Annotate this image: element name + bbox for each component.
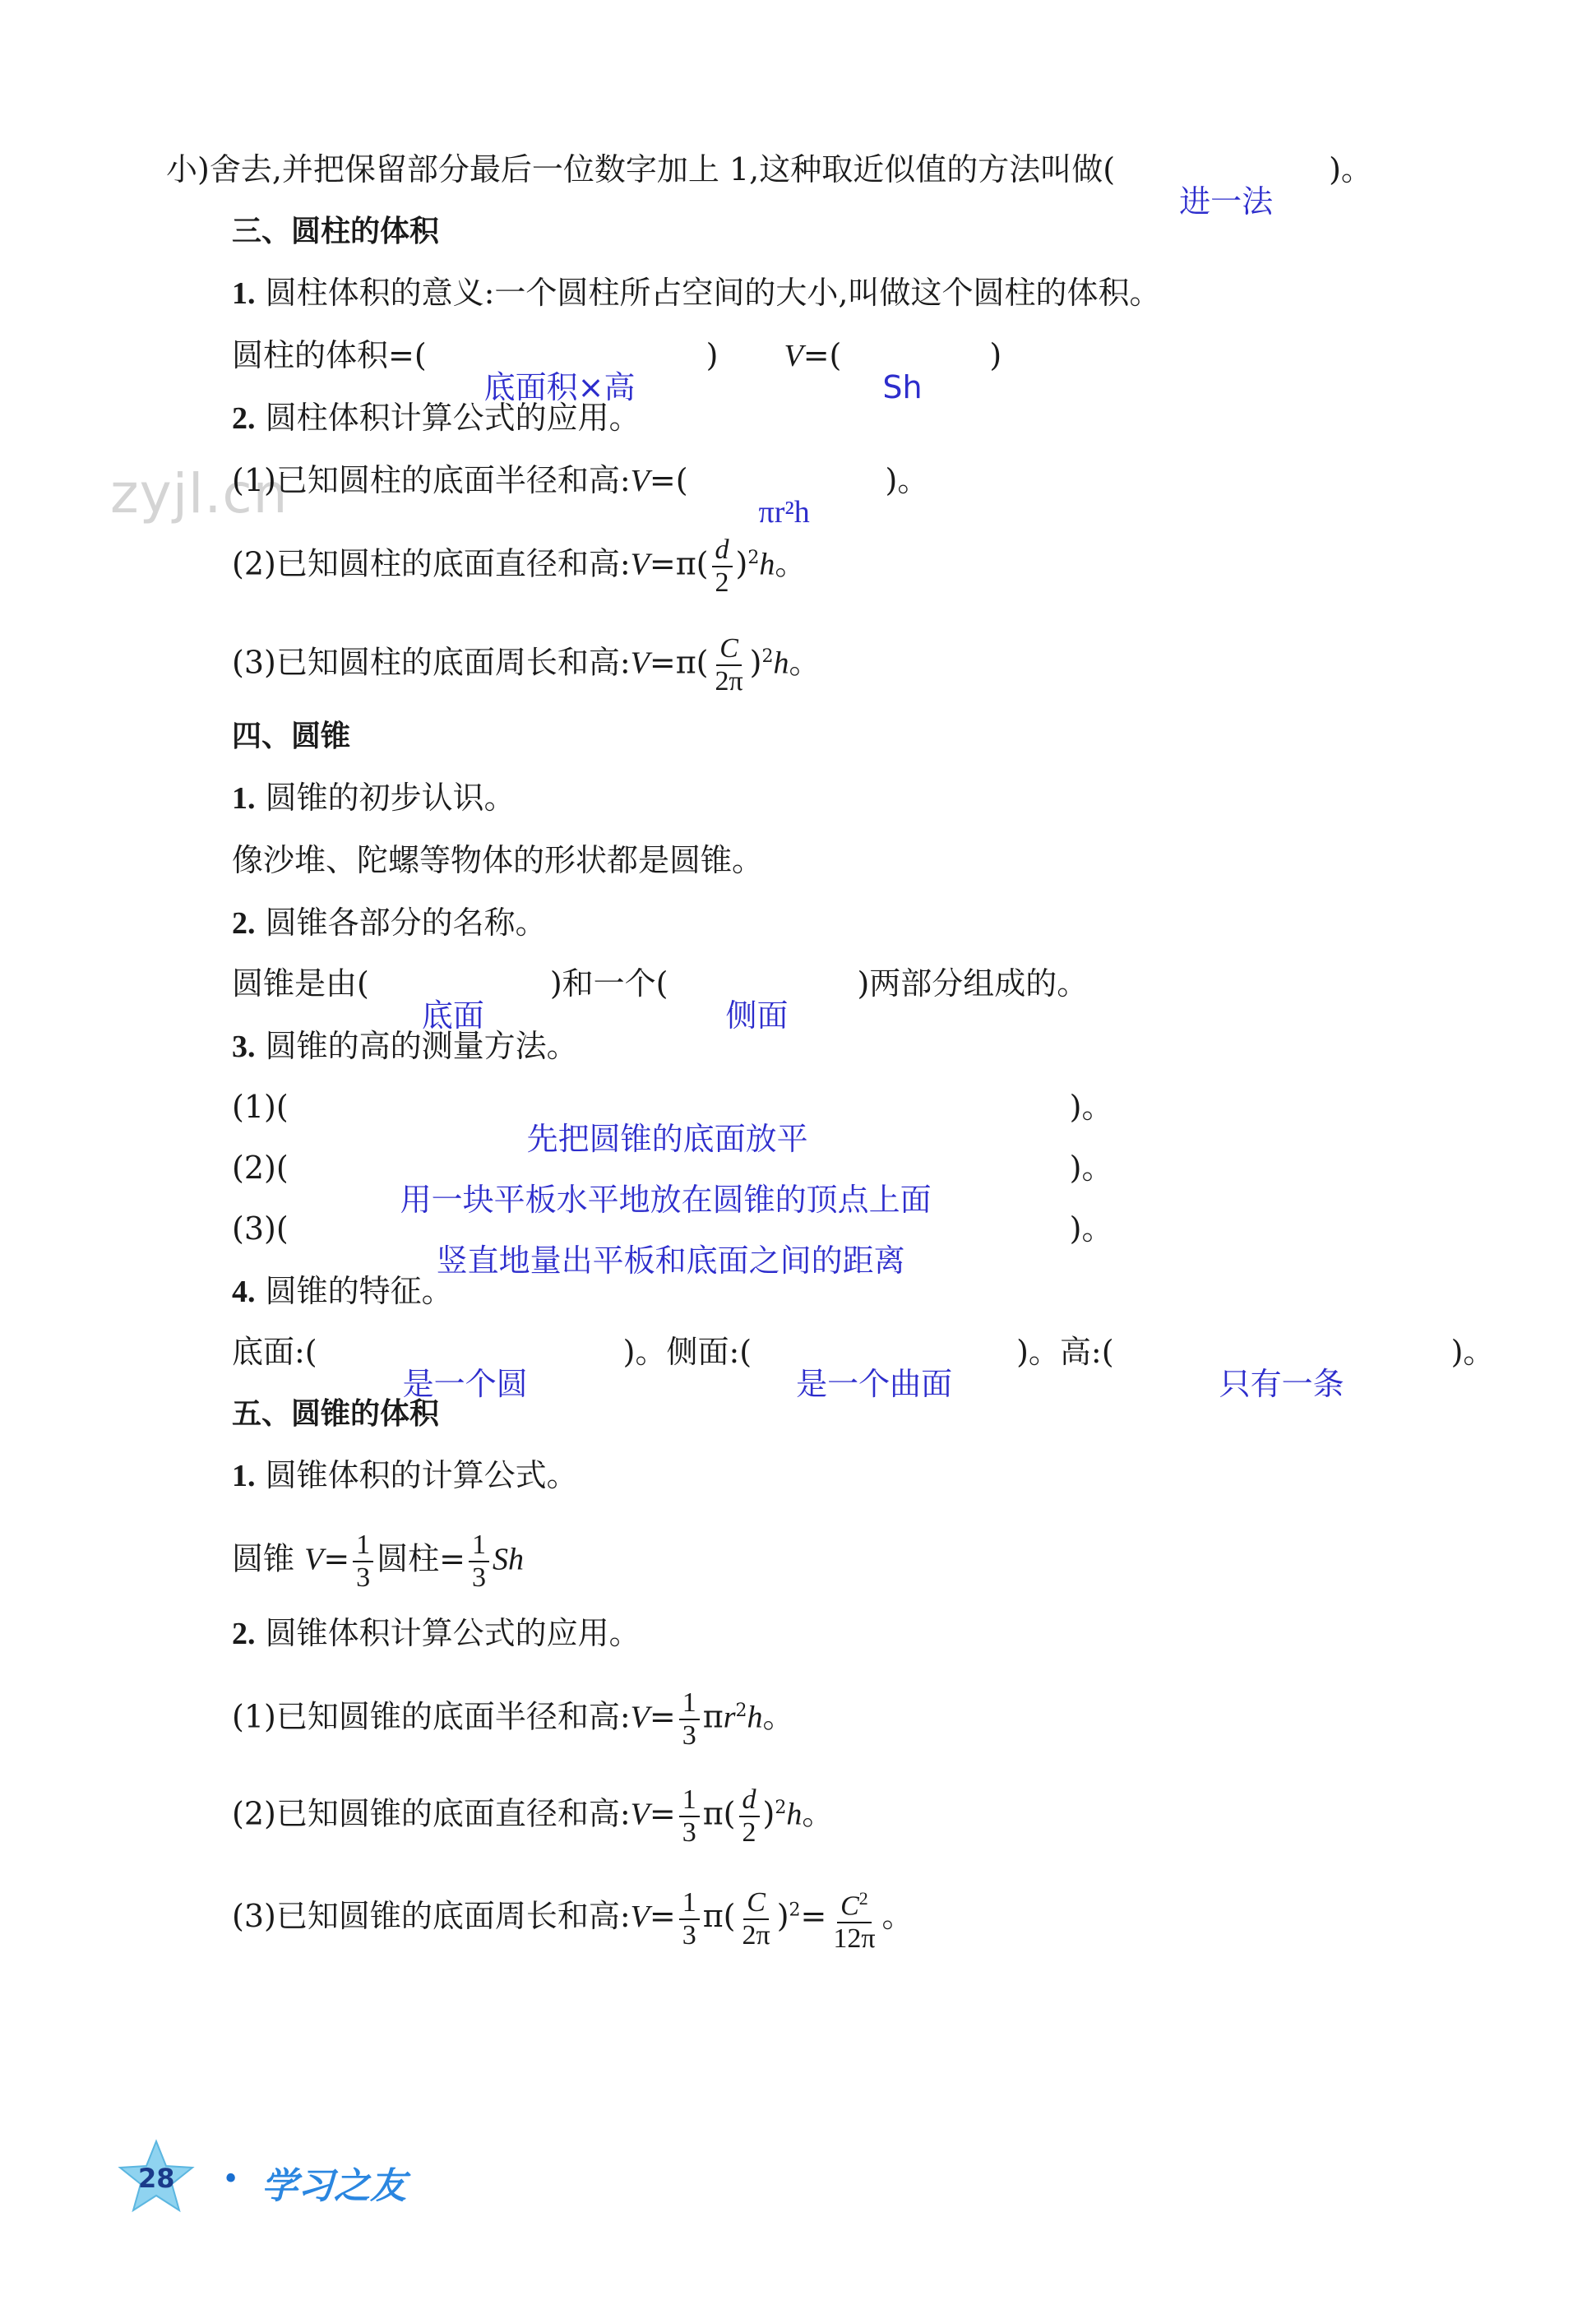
cone-sub3: (3)已知圆锥的底面周长和高:V= $\frac{1}{3}$ π( $\frac{C}{2\pi}$ )$^2$= $\frac{C^2}{12\pi}$ 。 [232,1883,914,1955]
item-number: 2. [232,906,256,941]
section4-title: 四、圆锥 [232,720,351,753]
item-text: 圆锥各部分的名称。 [265,905,547,941]
formula-close: ) [705,337,719,373]
answer-step-1: 先把圆锥的底面放平 [526,1121,808,1157]
item-number: 4. [232,1275,256,1309]
step-label: (3)( [232,1210,289,1247]
fraction-c-over-2pi: $\frac{C}{2\pi}$ [742,1886,770,1951]
formula-prefix: 圆柱的体积=( [232,337,427,373]
sub-text: (3)已知圆柱的底面周长和高: [232,644,631,681]
item-number: 1. [232,781,256,816]
fraction-c2-over-12pi: $\frac{C^2}{12\pi}$ [830,1883,878,1955]
fraction-c-over-2pi: $\frac{C}{2\pi}$ [715,633,743,696]
section4-item1 [232,776,516,820]
page-number: 28 [138,2163,175,2194]
formula-text2: 圆柱= [377,1540,466,1577]
answer-base-area-times-height: 底面积×高 [483,369,636,405]
item-text: 圆锥的高的测量方法。 [265,1028,578,1064]
item-number: 3. [232,1030,256,1064]
answer-jinyifa: 进一法 [1179,183,1274,220]
item-number: 2. [232,401,256,436]
item-number: 2. [232,1617,256,1651]
sub-text: (1)已知圆柱的底面半径和高: [232,462,631,498]
section4-item4 [232,1270,453,1313]
measure-step-3 [232,1207,1113,1279]
formula-text1: 圆锥 [232,1540,295,1577]
feat-height-label: )。高:( [1016,1334,1114,1370]
item-number: 1. [232,1459,256,1493]
footer-separator-dot: • [222,2163,240,2196]
answer-step-2: 用一块平板水平地放在圆锥的顶点上面 [400,1182,932,1218]
section5-item1 [232,1454,578,1497]
step-end: )。 [1069,1089,1113,1125]
section3-title: 三、圆柱的体积 [232,215,440,248]
cone-sub1: (1)已知圆锥的底面半径和高:V= $\frac{1}{3}$ $\pi r^2h$。 [232,1687,794,1751]
cone-features [232,1330,1495,1402]
section3-item1 [232,271,1160,315]
sub-text: (2)已知圆锥的底面直径和高: [232,1795,631,1832]
footer-brand: 学习之友 [261,2165,406,2207]
section3-item2 [232,396,641,440]
step-end: )。 [1069,1210,1113,1247]
answer-height: 只有一条 [1219,1366,1344,1402]
answer-base: 是一个圆 [402,1366,528,1402]
fraction-one-third: $\frac{1}{3}$ [353,1529,373,1594]
feat-end: )。 [1450,1334,1495,1370]
v-symbol: V [784,339,803,373]
intro-line [166,148,1372,220]
feat-base-label: 底面:( [232,1334,317,1370]
answer-dimian: 底面 [421,997,484,1034]
section4-item3 [232,1025,578,1068]
measure-step-1 [232,1085,1113,1157]
sub-text: (1)已知圆锥的底面半径和高: [232,1698,631,1735]
item-number: 1. [232,276,256,311]
fraction-one-third: $\frac{1}{3}$ [679,1784,700,1849]
item-text: 圆柱体积计算公式的应用。 [265,400,641,436]
intro-end: )。 [1329,151,1372,187]
answer-step-3: 竖直地量出平板和底面之间的距离 [436,1243,905,1279]
fraction-one-third: $\frac{1}{3}$ [469,1529,489,1594]
cone-volume-formula: 圆锥 V= $\frac{1}{3}$ 圆柱= $\frac{1}{3}$ Sh [232,1529,525,1593]
sub-text: (3)已知圆锥的底面周长和高: [232,1898,631,1935]
step-label: (2)( [232,1150,289,1186]
item-text: 圆锥的特征。 [265,1273,453,1309]
intro-text: 小)舍去,并把保留部分最后一位数字加上 1,这种取近似值的方法叫做( [166,151,1116,187]
cylinder-sub2: (2)已知圆柱的底面直径和高:V=π( $\frac{d}{2}$ )$^2$h。 [232,535,807,598]
step-label: (1)( [232,1089,289,1125]
parts-end: )两部分组成的。 [857,965,1089,1002]
cylinder-sub1: (1)已知圆柱的底面半径和高:V=( πr²h )。 [232,459,928,502]
parts-mid: )和一个( [549,965,668,1002]
measure-step-2 [232,1146,1113,1218]
cylinder-sub3: (3)已知圆柱的底面周长和高:V=π( $\frac{C}{2\pi}$ )$^2$h。 [232,633,821,696]
item-text: 圆锥体积的计算公式。 [265,1457,578,1493]
fraction-d-over-2: $\frac{d}{2}$ [712,535,733,599]
v-prefix: =( [803,337,842,373]
cylinder-volume-formula [232,334,1002,405]
fraction-d-over-2: $\frac{d}{2}$ [739,1784,760,1849]
watermark: zyjl.cn [110,462,289,525]
feat-side-label: )。侧面:( [622,1334,752,1370]
sub-end: )。 [885,462,929,498]
cone-parts [232,962,1089,1034]
section4-item1-desc: 像沙堆、陀螺等物体的形状都是圆锥。 [232,842,764,878]
section4-item2 [232,901,547,945]
answer-side: 是一个曲面 [796,1366,953,1402]
item-text: 圆锥的初步认识。 [265,780,516,816]
fraction-one-third: $\frac{1}{3}$ [679,1887,700,1951]
section5-title: 五、圆锥的体积 [232,1397,440,1431]
item-text: 圆锥体积计算公式的应用。 [265,1615,641,1651]
parts-prefix: 圆锥是由( [232,965,369,1002]
answer-cemian: 侧面 [725,997,789,1034]
step-end: )。 [1069,1150,1113,1186]
fraction-one-third: $\frac{1}{3}$ [679,1687,700,1752]
cone-sub2: (2)已知圆锥的底面直径和高:V= $\frac{1}{3}$ π( $\frac{d}{2}$ )$^2$h。 [232,1784,834,1848]
answer-sh: Sh [882,369,923,405]
sub-text: (2)已知圆柱的底面直径和高: [232,545,631,582]
v-close: ) [989,337,1002,373]
section5-item2 [232,1612,641,1655]
answer-pi-r2-h: πr²h [758,495,810,530]
item-text: 圆柱体积的意义:一个圆柱所占空间的大小,叫做这个圆柱的体积。 [265,275,1161,311]
